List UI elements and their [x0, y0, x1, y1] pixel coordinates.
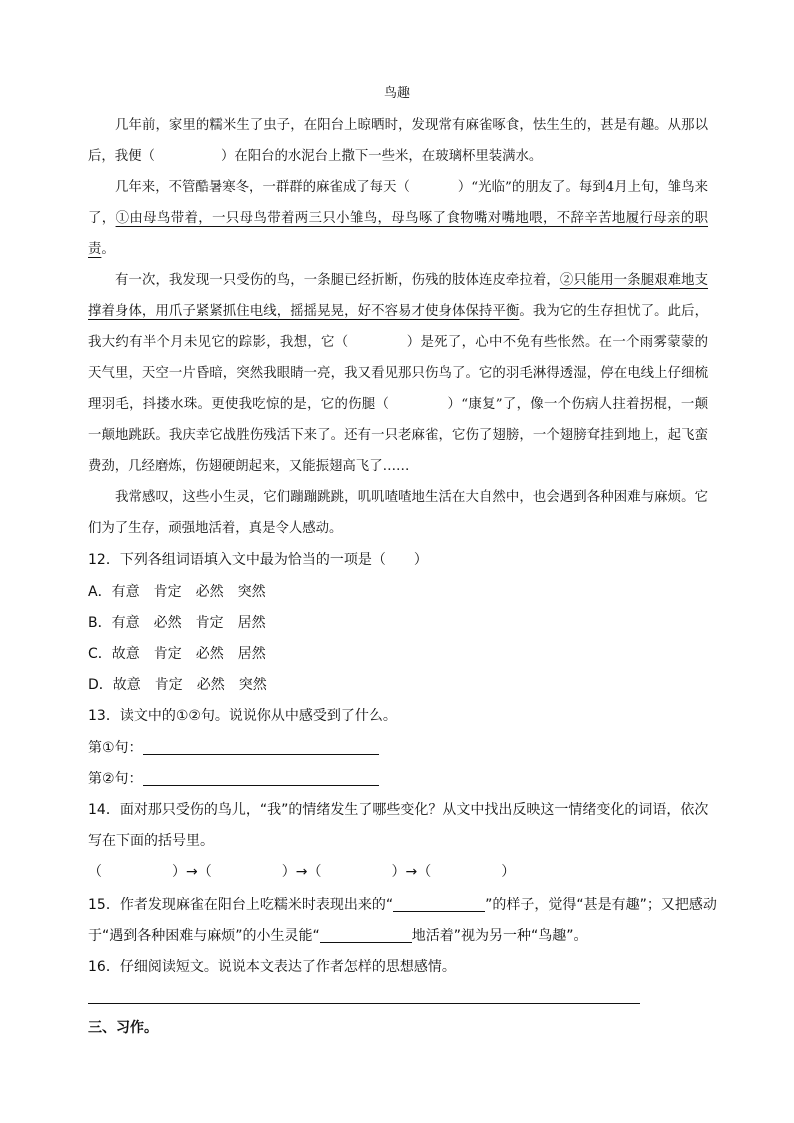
- question-text: ”的样子，觉得“甚是有趣”；又把感动: [485, 897, 717, 913]
- question-12: 12．下列各组词语填入文中最为恰当的一项是（ ）: [88, 552, 428, 568]
- question-13-sentence-1: [88, 733, 728, 763]
- question-text: 于“遇到各种困难与麻烦”的小生灵能“: [88, 928, 320, 944]
- paragraph-text: ）“康复”了，像一个伤病人拄着拐棍，一颠一颠地跳跃。我庆幸它战胜伤残活下来了。还有一只老麻雀，它伤了翅膀，一个翅膀耷挂到地上，起飞蛮费劲，几经磨炼，伤翅硬朗起来，又能振翅高飞了……: [88, 397, 708, 474]
- paragraph-text: 。: [101, 242, 115, 257]
- passage-paragraph-4: 我常感叹，这些小生灵，它们蹦蹦跳跳，叽叽喳喳地生活在大自然中，也会遇到各种困难与麻烦。它们为了生存，顽强地活着，真是令人感动。: [88, 490, 708, 536]
- answer-label: 第①句：: [88, 740, 143, 756]
- paragraph-text: ）“光临”的朋友了。每到4月上旬，雏鸟来了，: [88, 180, 709, 226]
- passage-title: 鸟趣: [383, 86, 410, 101]
- paragraph-text: 有一次，我发现一只受伤的鸟，一条腿已经折断，伤残的肢体连皮牵拉着，: [115, 273, 560, 288]
- question-15-line-2: [88, 921, 728, 951]
- question-text: 地活着”视为另一种“鸟趣”。: [411, 928, 588, 944]
- answer-line[interactable]: [320, 928, 412, 943]
- section-3-heading: 三、习作。: [88, 1020, 158, 1036]
- option-c: C．故意 肯定 必然 居然: [88, 646, 266, 662]
- question-14-answer-blanks[interactable]: （ ）→（ ）→（ ）→（ ）: [88, 864, 516, 880]
- answer-line[interactable]: [143, 740, 379, 755]
- paragraph-text: 几年前，家里的糯米生了虫子，在阳台上晾晒时，发现常有麻雀啄食，怯生生的，甚是有趣。从那以后，我便（: [88, 118, 708, 164]
- passage-paragraph-2: [88, 172, 708, 265]
- underlined-sentence-2: ②只能用一条腿艰难地支撑着身体，用爪子紧紧抓住电线，摇摇晃晃，好不容易才使身体保持平衡: [88, 273, 709, 319]
- answer-label: 第②句：: [88, 771, 143, 787]
- answer-line[interactable]: [393, 897, 485, 912]
- answer-line[interactable]: [88, 1003, 640, 1004]
- question-13: 13．读文中的①②句。说说你从中感受到了什么。: [88, 708, 397, 724]
- question-13-sentence-2: [88, 764, 728, 794]
- underlined-sentence-1: ①由母鸟带着，一只母鸟带着两三只小雏鸟，母鸟啄了食物嘴对嘴地喂，不辞辛苦地履行母亲的职责: [88, 211, 709, 257]
- passage-paragraph-1: [88, 110, 708, 172]
- question-14-line-1: 14．面对那只受伤的鸟儿，“我”的情绪发生了哪些变化？从文中找出反映这一情绪变化的词语，依次: [88, 802, 709, 818]
- question-16: 16．仔细阅读短文。说说本文表达了作者怎样的思想感情。: [88, 959, 456, 975]
- question-14-line-2: 写在下面的括号里。: [88, 833, 214, 849]
- question-text: 15．作者发现麻雀在阳台上吃糯米时表现出来的“: [88, 897, 394, 913]
- passage-paragraph-3: [88, 265, 708, 482]
- option-d: D．故意 肯定 必然 突然: [88, 677, 267, 693]
- paragraph-text: ）在阳台的水泥台上撒下一些米，在玻璃杯里装满水。: [220, 149, 543, 164]
- paragraph-text: 。我为它的生存担忧了。此后，我大约有半个月未见它的踪影，我想，它（: [88, 304, 709, 350]
- option-a: A．有意 肯定 必然 突然: [88, 584, 266, 600]
- question-15-line-1: [88, 890, 728, 920]
- paragraph-text: 几年来，不管酷暑寒冬，一群群的麻雀成了每天（: [115, 180, 410, 195]
- paragraph-text: ）是死了，心中不免有些怅然。在一个雨雾蒙蒙的天气里，天空一片昏暗，突然我眼睛一亮，我又看见那只伤鸟了。它的羽毛淋得透湿，停在电线上仔细梳理羽毛，抖搂水珠。更使我吃惊的是，它的伤腿（: [88, 335, 708, 412]
- answer-line[interactable]: [143, 771, 379, 786]
- option-b: B．有意 必然 肯定 居然: [88, 615, 266, 631]
